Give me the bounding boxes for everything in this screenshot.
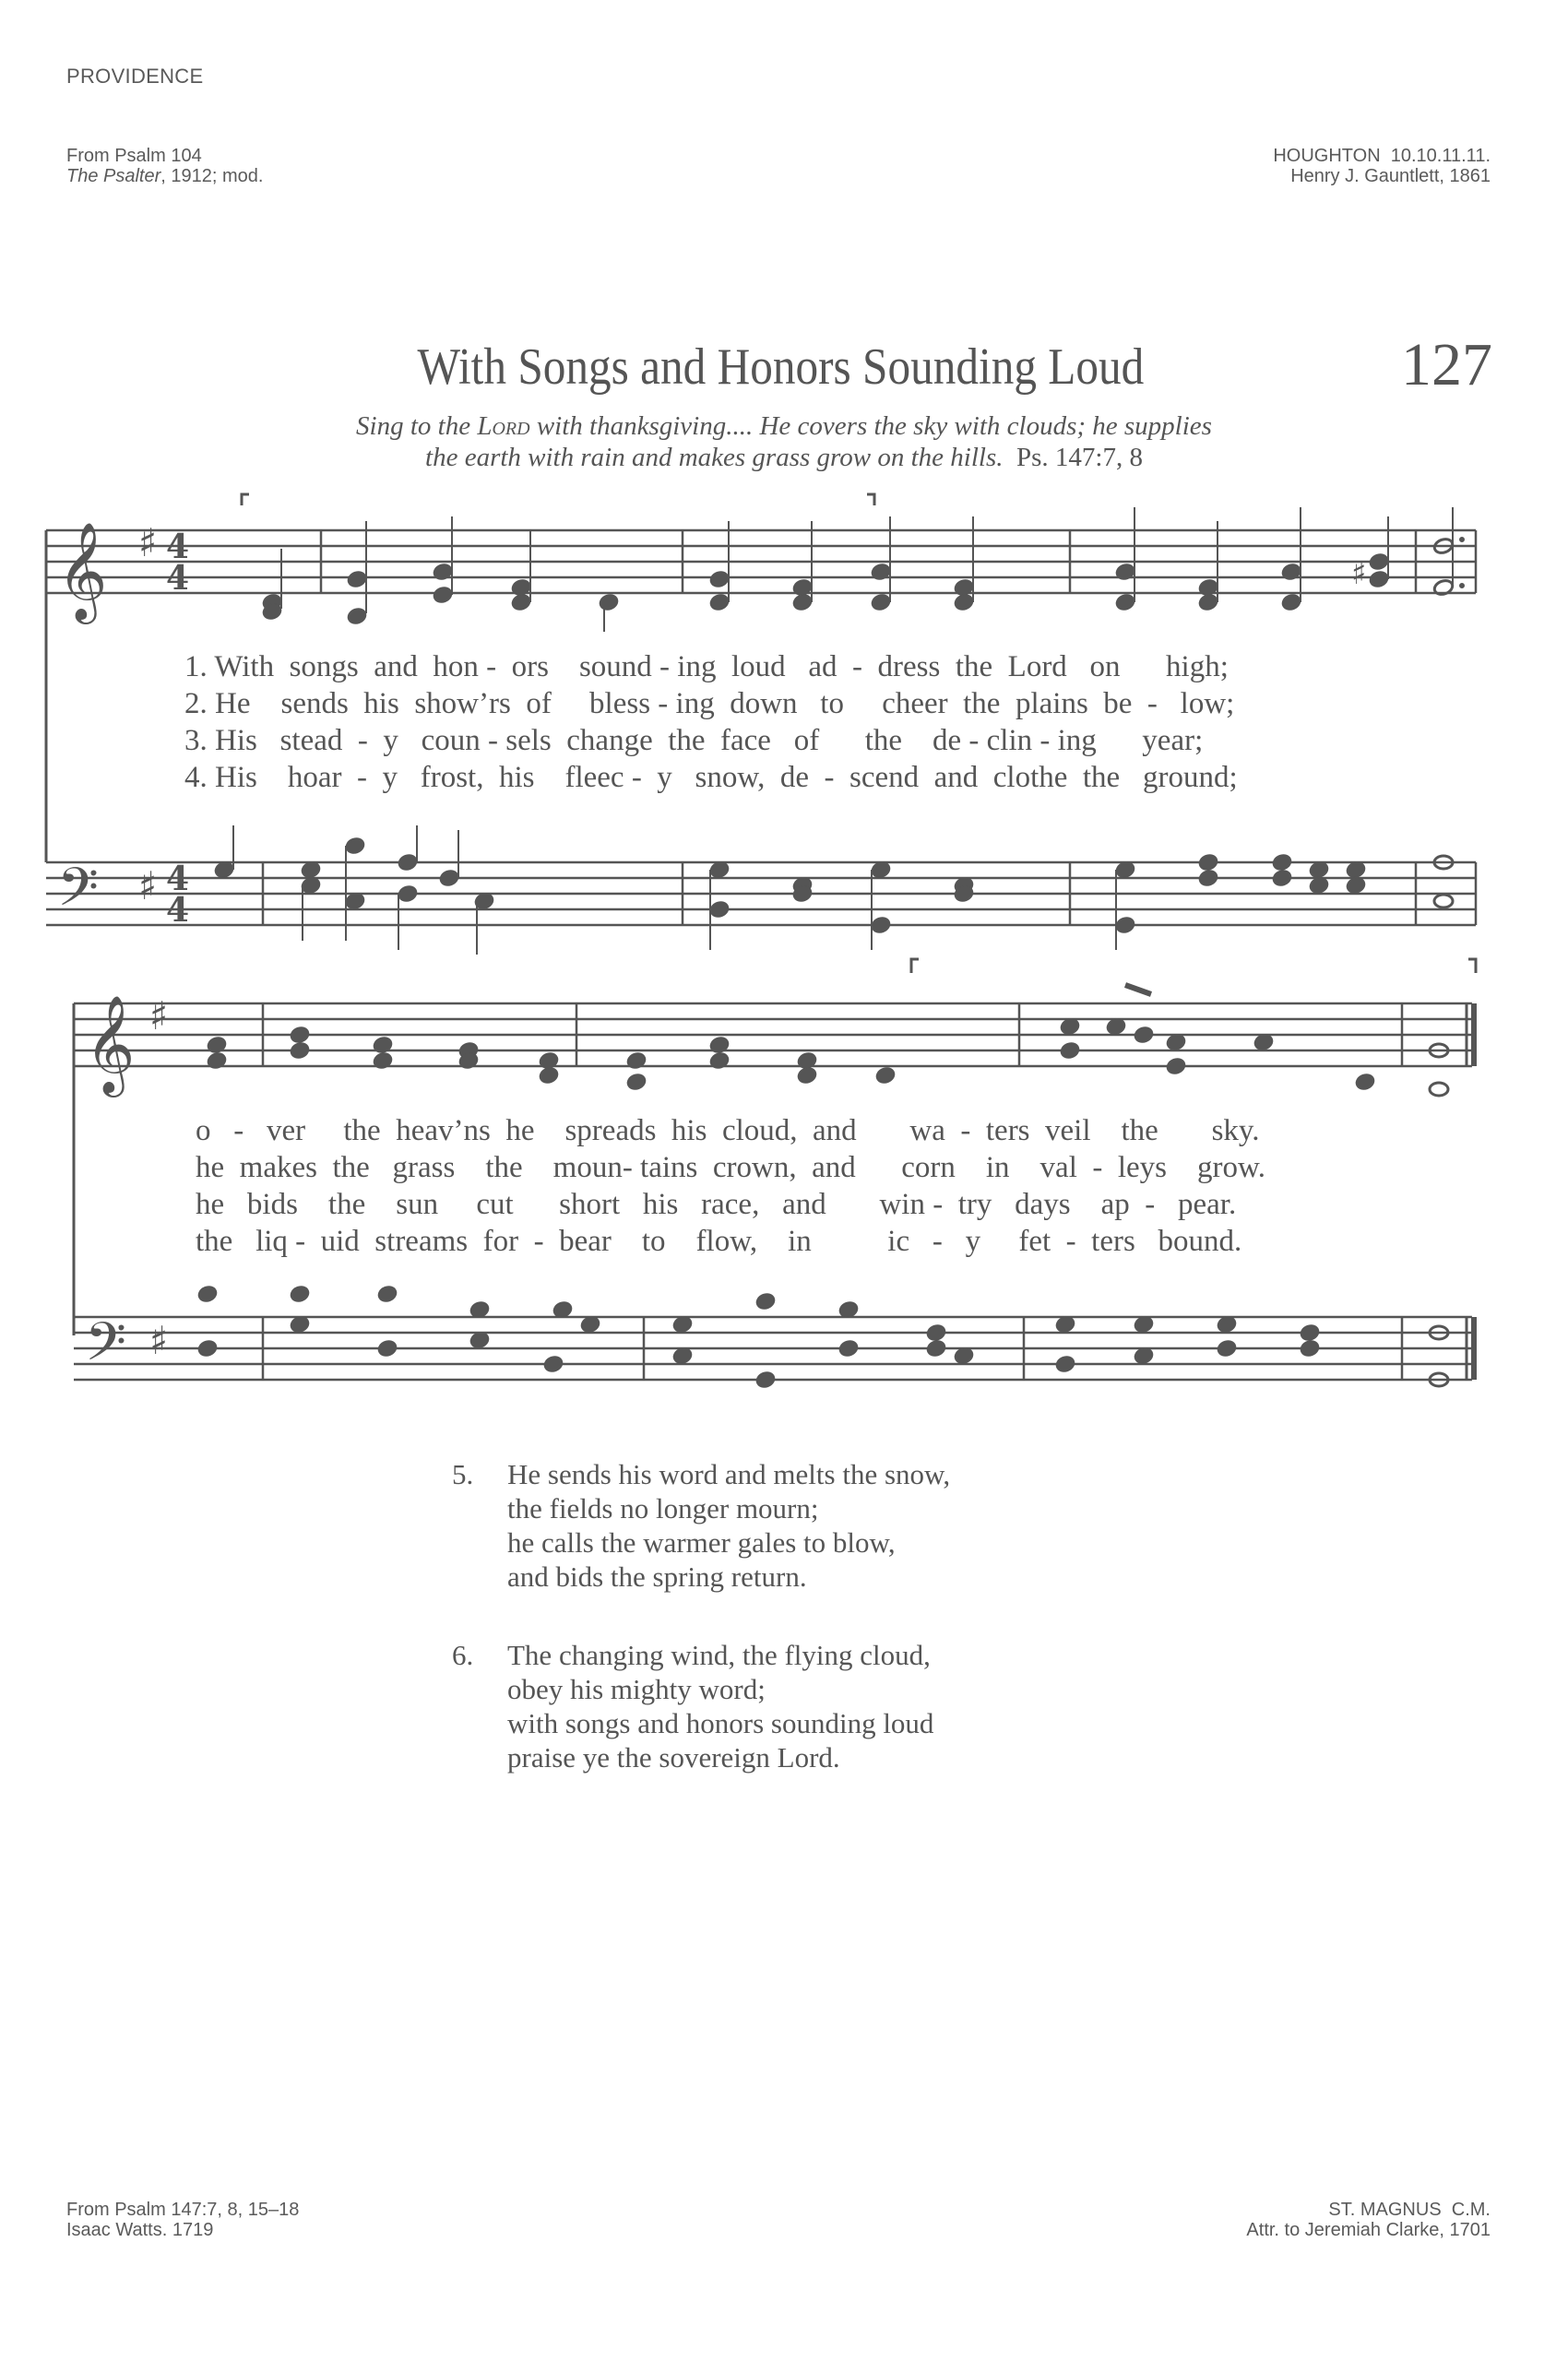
treble-clef-icon: 𝄞: [57, 521, 108, 620]
sharp-icon: ♯: [138, 863, 158, 908]
scripture-text: with thanksgiving.... He covers the sky with clouds; he supplies: [529, 411, 1212, 441]
text-attribution-bottom: [66, 2200, 299, 2240]
stanza-number: 6.: [452, 1639, 474, 1671]
treble-clef-icon: 𝄞: [85, 994, 136, 1093]
scripture-lord: Lord: [477, 411, 530, 441]
lyric-stanza-4: the liq - uid streams for - bear to flow, in ic - y fet - ters bound.: [196, 1225, 1242, 1258]
phrase-bracket-right: [867, 494, 874, 505]
scripture-text: Sing to the: [356, 411, 478, 441]
svg-text:♯: ♯: [1351, 555, 1367, 592]
tune-name: HOUGHTON 10.10.11.11.: [1273, 146, 1491, 166]
sharp-icon: ♯: [149, 1318, 169, 1363]
text-source: From Psalm 104: [66, 146, 202, 166]
stanza-number: 5.: [452, 1458, 474, 1490]
lyric-stanza-3: he bids the sun cut short his race, and win - try days ap - pear.: [196, 1188, 1237, 1221]
hymn-number: 127: [1401, 331, 1492, 398]
tune-name: ST. MAGNUS C.M.: [1328, 2200, 1491, 2220]
bass-clef-icon: 𝄢: [57, 856, 100, 931]
text-author: Isaac Watts. 1719: [66, 2220, 214, 2240]
tune-composer: Henry J. Gauntlett, 1861: [1290, 166, 1491, 186]
svg-text:4: 4: [166, 528, 190, 566]
stanza-6: [452, 1638, 950, 1774]
system1-bass-staff: [46, 825, 1476, 955]
lyric-stanza-1: o - ver the heav’ns he spreads his cloud, and wa - ters veil the sky.: [196, 1114, 1260, 1147]
scripture-reference: Ps. 147:7, 8: [1016, 443, 1143, 472]
svg-text:4: 4: [166, 891, 190, 930]
stanza-line: The changing wind, the flying cloud,: [507, 1639, 931, 1671]
lyric-stanza-4: 4. His hoar - y frost, his fleec - y snow, de - scend and clothe the ground;: [184, 761, 1238, 794]
lyric-stanza-3: 3. His stead - y coun - sels change the face of the de - clin - ing year;: [184, 724, 1204, 757]
section-header: PROVIDENCE: [66, 65, 204, 88]
stanza-line: He sends his word and melts the snow,: [507, 1458, 951, 1490]
text-book: The Psalter: [66, 166, 161, 186]
stanza-line: and bids the spring return.: [507, 1560, 807, 1593]
sharp-icon: ♯: [138, 520, 158, 565]
phrase-bracket-left: [911, 959, 919, 973]
phrase-bracket-left: [242, 494, 249, 505]
phrase-bracket-right: [1468, 959, 1476, 973]
lyric-stanza-1: 1. With songs and hon - ors sound - ing loud ad - dress the Lord on high;: [184, 650, 1229, 683]
stanza-line: the fields no longer mourn;: [507, 1492, 819, 1525]
additional-stanzas: [452, 1457, 950, 1819]
tune-attribution-bottom: [1246, 2200, 1491, 2240]
sharp-icon: ♯: [149, 993, 169, 1038]
system1-treble-staff: [46, 507, 1476, 862]
bass-clef-icon: 𝄢: [85, 1311, 127, 1386]
stanza-5: [452, 1457, 950, 1594]
text-source: From Psalm 147:7, 8, 15–18: [66, 2200, 300, 2220]
svg-text:4: 4: [166, 559, 190, 598]
stanza-line: he calls the warmer gales to blow,: [507, 1526, 896, 1559]
hymn-title: With Songs and Honors Sounding Loud: [417, 338, 1145, 396]
stanza-line: obey his mighty word;: [507, 1673, 766, 1705]
system2-bass-staff: [74, 1284, 1474, 1390]
stanza-line: praise ye the sovereign Lord.: [507, 1741, 840, 1774]
text-year: , 1912; mod.: [160, 166, 264, 186]
svg-text:4: 4: [166, 860, 190, 898]
scripture-text: the earth with rain and makes grass grow on the hills.: [425, 443, 1004, 472]
lyric-stanza-2: he makes the grass the moun- tains crown, and corn in val - leys grow.: [196, 1151, 1265, 1184]
lyric-stanza-2: 2. He sends his show’rs of bless - ing down to cheer the plains be - low;: [184, 687, 1235, 720]
stanza-line: with songs and honors sounding loud: [507, 1707, 934, 1739]
tune-composer: Attr. to Jeremiah Clarke, 1701: [1246, 2220, 1491, 2240]
